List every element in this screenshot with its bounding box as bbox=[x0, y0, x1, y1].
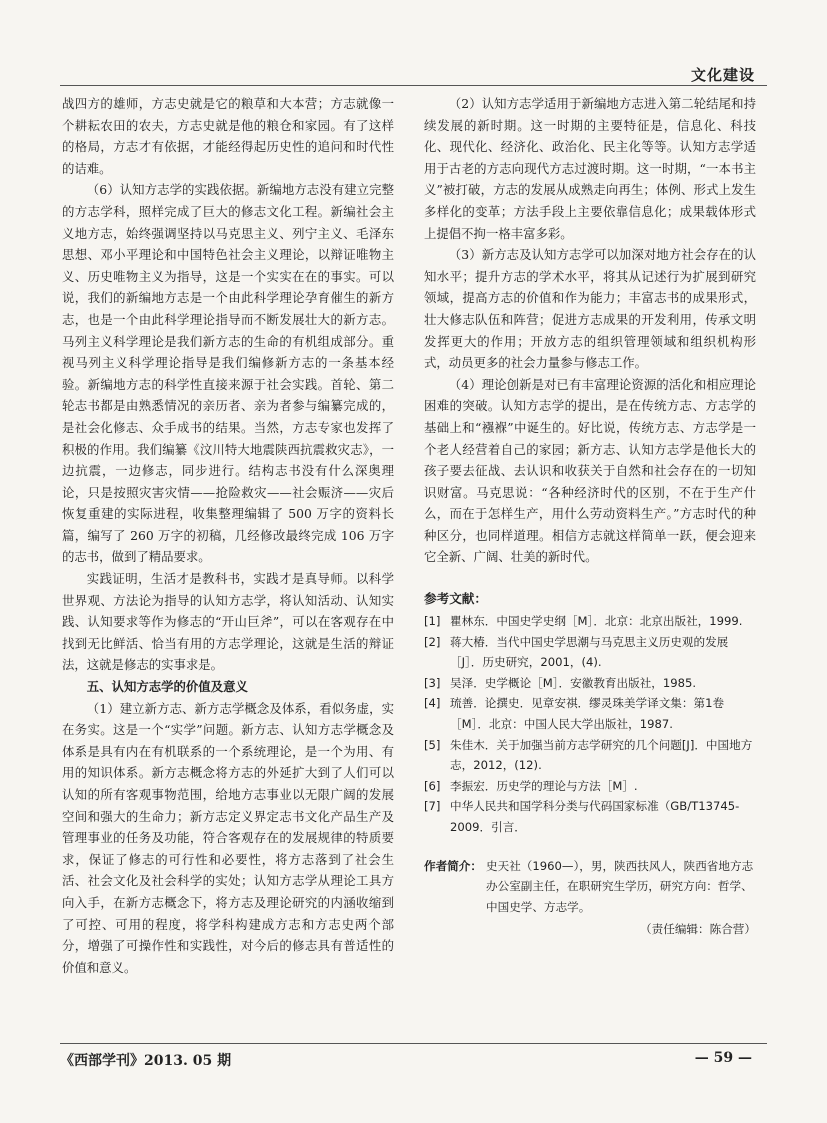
reference-text: 吴泽．史学概论［M］．安徽教育出版社，1985. bbox=[450, 675, 697, 690]
section-title: 文化建设 bbox=[690, 66, 755, 84]
paragraph: 实践证明，生活才是教科书，实践才是真导师。以科学世界观、方法论为指导的认知方志学，将认知活动、认知实践、认知要求等作为修志的“开山巨斧”，可以在客观存在中找到无比鲜活、恰当有用的方志学理论，这就是生活的辩证法，这就是修志的实事求是。 bbox=[62, 571, 394, 673]
reference-item bbox=[424, 796, 756, 837]
paragraph: （4）理论创新是对已有丰富理论资源的活化和相应理论困难的突破。认知方志学的提出，是在传统方志、方志学的基础上和“襁褓”中诞生的。好比说，传统方志、方志学是一个老人经营着自己的家园；新方志、认知方志学是他长大的孩子要去征战、去认识和收获关于自然和社会存在的一切知识财富。马克思说：“各种经济时代的区别，不在于生产什么，而在于怎样生产，用什么劳动资料生产。”方志时代的种种区分，也同样道理。相信方志就这样简单一跃，便会迎来它全新、广阔、壮美的新时代。 bbox=[424, 376, 756, 565]
references-title: 参考文献： bbox=[424, 591, 487, 607]
right-column bbox=[424, 93, 756, 937]
author-bio bbox=[424, 856, 756, 918]
section-heading: 五、认知方志学的价值及意义 bbox=[86, 679, 248, 695]
reference-text: 瞿林东．中国史学史纲［M］．北京：北京出版社，1999. bbox=[450, 614, 743, 629]
journal-issue: 《西部学刊》2013. 05 期 bbox=[60, 1053, 232, 1069]
reference-number: [6] bbox=[424, 778, 441, 793]
paragraph: 战四方的雄师，方志史就是它的粮草和大本营；方志就像一个耕耘农田的农夫，方志史就是他的粮仓和家园。有了这样的格局，方志才有依据，才能经得起历史性的追问和时代性的诘难。 bbox=[62, 96, 394, 176]
responsible-editor: （责任编辑：陈合营） bbox=[640, 922, 756, 937]
reference-number: [5] bbox=[424, 737, 441, 752]
reference-text: 李振宏．历史学的理论与方法［M］. bbox=[450, 778, 638, 793]
reference-number: [4] bbox=[424, 696, 441, 711]
author-text: 史天社（1960—），男，陕西扶风人，陕西省地方志办公室副主任，在职研究生学历，研究方向：哲学、中国史学、方志学。 bbox=[486, 858, 754, 914]
reference-text: 蒋大椿．当代中国史学思潮与马克思主义历史观的发展［J］．历史研究，2001，(4). bbox=[450, 634, 729, 670]
reference-item bbox=[424, 693, 756, 734]
reference-number: [7] bbox=[424, 799, 441, 814]
header-divider bbox=[60, 85, 767, 86]
paragraph: （1）建立新方志、新方志学概念及体系，看似务虚，实在务实。这是一个“实学”问题。新方志、认知方志学概念及体系是具有内在有机联系的一个系统理论，是一个为用、有用的知识体系。新方志概念将方志的外延扩大到了人们可以认知的所有客观事物范围，给地方志事业以无限广阔的发展空间和强大的生命力；新方志定义界定志书文化产品生产及管理事业的任务及功能，符合客观存在的发展规律的特质要求，保证了修志的可行性和必要性，将方志落到了社会生活、社会文化及社会科学的实处；认知方志学从理论工具方向入手，在新方志概念下，将方志及理论研究的内涵收缩到了可控、可用的程度，将学科构建成方志和方志史两个部分，增强了可操作性和实践性，对今后的修志具有普适性的价值和意义。 bbox=[62, 700, 394, 975]
paragraph: （6）认知方志学的实践依据。新编地方志没有建立完整的方志学科，照样完成了巨大的修志文化工程。新编社会主义地方志，始终强调坚持以马克思主义、列宁主义、毛泽东思想、邓小平理论和中国特色社会主义理论，以辩证唯物主义、历史唯物主义为指导，这是一个实实在在的事实。可以说，我们的新编地方志是一个由此科学理论孕育催生的新方志，也是一个由此科学理论指导而不断发展壮大的新方志。马列主义科学理论是我们新方志的生命的有机组成部分。重视马列主义科学理论指导是我们编修新方志的一条基本经验。新编地方志的科学性直接来源于社会实践。首轮、第二轮志书都是由熟悉情况的亲历者、亲为者参与编纂完成的，是社会化修志、众手成书的结果。当然，方志专家也发挥了积极的作用。我们编纂《汶川特大地震陕西抗震救灾志》，一边抗震，一边修志，同步进行。结构志书没有什么深奥理论，只是按照灾害灾情——抢险救灾——社会赈济——灾后恢复重建的实际进程，收集整理编辑了 500 万字的资料长篇，编写了 260 万字的初稿，几经修改最终完成 106 万字的志书，做到了精品要求。 bbox=[62, 182, 394, 565]
reference-text: 中华人民共和国学科分类与代码国家标准（GB/T13745-2009．引言． bbox=[450, 799, 740, 834]
reference-number: [3] bbox=[424, 675, 441, 690]
reference-item bbox=[424, 776, 756, 797]
author-label: 作者简介： bbox=[424, 858, 482, 873]
reference-item bbox=[424, 611, 756, 632]
reference-number: [2] bbox=[424, 634, 441, 649]
reference-item bbox=[424, 632, 756, 673]
references-list bbox=[424, 611, 756, 838]
reference-number: [1] bbox=[424, 614, 441, 629]
left-column bbox=[62, 93, 394, 978]
reference-text: 朱佳木．关于加强当前方志学研究的几个问题[J]．中国地方志，2012，(12). bbox=[450, 737, 753, 773]
right-column-body bbox=[424, 93, 756, 568]
paragraph: （3）新方志及认知方志学可以加深对地方社会存在的认知水平；提升方志的学术水平，将其从记述行为扩展到研究领域，提高方志的价值和作为能力；丰富志书的成果形式，壮大修志队伍和阵营；促进方志成果的开发利用，传承文明发挥更大的作用；开放方志的组织管理领域和组织机构形式，动员更多的社会力量参与修志工作。 bbox=[424, 247, 756, 371]
reference-item bbox=[424, 673, 756, 694]
page-number: — 59 — bbox=[694, 1050, 752, 1066]
reference-text: 琉善．论撰史．见章安祺．缪灵珠美学译文集：第1卷［M］．北京：中国人民大学出版社，1987. bbox=[450, 696, 725, 732]
footer-divider bbox=[60, 1043, 767, 1044]
reference-item bbox=[424, 735, 756, 776]
paragraph: （2）认知方志学适用于新编地方志进入第二轮结尾和持续发展的新时期。这一时期的主要特征是，信息化、科技化、现代化、经济化、政治化、民主化等等。认知方志学适用于古老的方志向现代方志过渡时期。这一时期，“一本书主义”被打破，方志的发展从成熟走向再生；体例、形式上发生多样化的变革；方法手段上主要依靠信息化；成果载体形式上提倡不拘一格丰富多彩。 bbox=[424, 96, 756, 241]
